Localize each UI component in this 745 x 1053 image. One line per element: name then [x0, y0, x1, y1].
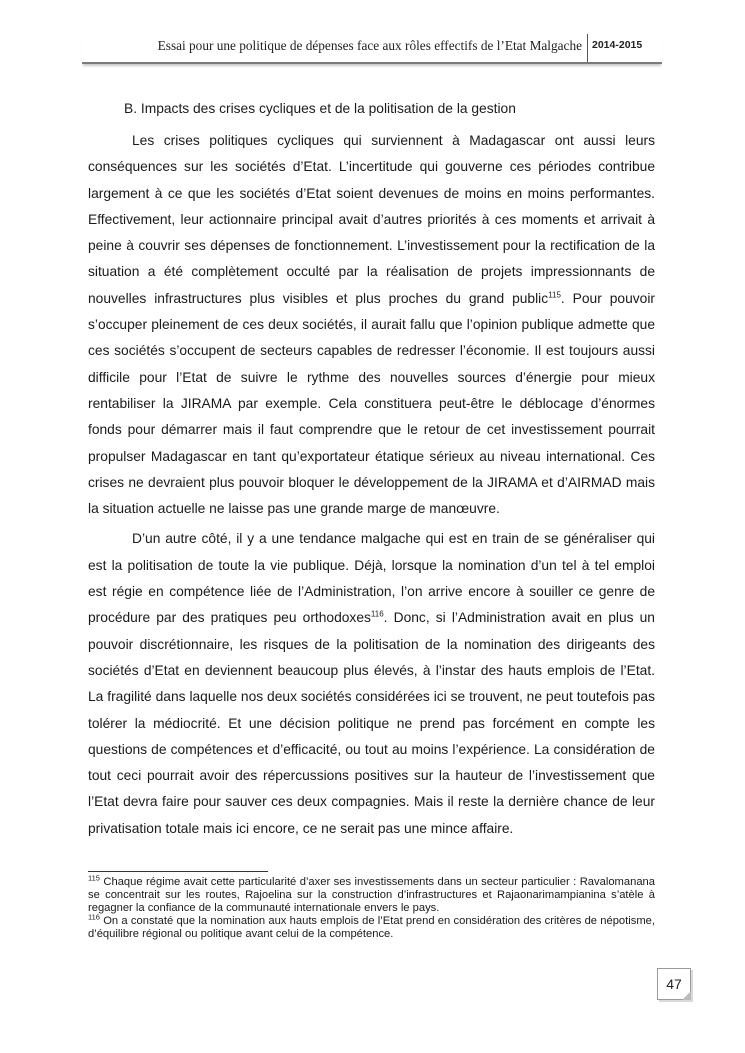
footnotes [88, 873, 655, 941]
paragraph-2-text-a: D’un autre côté, il y a une tendance malgache qui est en train de se généraliser qui est la politisation de toute la vie publique. Déjà, lorsque la nomination d’un tel à tel emploi est régie en compétence liée de l’Administration, l’on arrive encore à souiller ce genre de procédure par des pratiques peu orthodoxes [88, 531, 655, 626]
main-content [88, 98, 655, 842]
footnote-ref-115[interactable]: 115 [548, 290, 561, 300]
paragraph-1-text-a: Les crises politiques cycliques qui surviennent à Madagascar ont aussi leurs conséquences sur les sociétés d’Etat. L’incertitude qui gouverne ces périodes contribue largement à ce que les sociétés d’Etat soient devenues de moins en moins performantes. Effectivement, leur actionnaire principal avait d’autres priorités à ces moments et arrivait à peine à couvrir ses dépenses de fonctionnement. L’investissement pour la rectification de la situation a été complètement occulté par la réalisation de projets impressionnants de nouvelles infrastructures plus visibles et plus proches du grand public [88, 133, 655, 306]
page-fold-icon [682, 991, 691, 1000]
footnote-115-number: 115 [88, 873, 100, 883]
footnote-116 [88, 912, 655, 941]
footnote-ref-116[interactable]: 116 [370, 609, 384, 619]
header-divider [587, 34, 588, 62]
paragraph-2 [88, 526, 655, 842]
page-header [82, 34, 662, 64]
paragraph-1 [88, 128, 655, 522]
paragraph-2-text-b: . Donc, si l’Administration avait en plus un pouvoir discrétionnaire, les risques de la politisation de la nomination des dirigeants des sociétés d’Etat en deviennent beaucoup plus élevés, à l’instar des hauts emplois de l’Etat. La fragilité dans laquelle nos deux sociétés considérées ici se trouvent, ne peut toutefois pas tolérer la médiocrité. Et une décision politique ne prend pas forcément en compte les questions de compétences et d’efficacité, ou tout au moins l’expérience. La considération de tout ceci pourrait avoir des répercussions positives sur la hauteur de l’investissement que l’Etat devra faire pour sauver ces deux compagnies. Mais il reste la dernière chance de leur privatisation totale mais ici encore, ce ne serait pas une mince affaire. [88, 610, 655, 836]
header-year: 2014-2015 [592, 39, 643, 51]
section-heading: B. Impacts des crises cycliques et de la politisation de la gestion [124, 101, 516, 116]
footnote-separator [88, 871, 268, 872]
footnote-115-text: Chaque régime avait cette particularité d’axer ses investissements dans un secteur particulier : Ravalomanana se concentrait sur les routes, Rajoelina sur la construction d’infrastructures et Rajaonarimampianina s’atèle à regagner la confiance de la communauté internationale envers le pays. [88, 876, 655, 914]
page-number: 47 [666, 976, 682, 992]
footnote-115 [88, 873, 655, 915]
footnote-116-number: 116 [88, 912, 100, 922]
page-number-box [657, 968, 691, 1000]
header-title: Essai pour une politique de dépenses face aux rôles effectifs de l’Etat Malgache [157, 38, 582, 53]
paragraph-1-text-b: . Pour pouvoir s’occuper pleinement de ces deux sociétés, il aurait fallu que l’opinion publique admette que ces sociétés s’occupent de secteurs capables de redresser l’économie. Il est toujours aussi difficile pour l’Etat de suivre le rythme des nouvelles sources d’énergie pour mieux rentabiliser la JIRAMA par exemple. Cela constituera peut-être le déblocage d’énormes fonds pour démarrer mais il faut comprendre que le retour de cet investissement pourrait propulser Madagascar en tant qu’exportateur étatique sérieux au niveau international. Ces crises ne devraient plus pouvoir bloquer le développement de la JIRAMA et d’AIRMAD mais la situation actuelle ne laisse pas une grande marge de manœuvre. [88, 290, 655, 517]
footnote-116-text: On a constaté que la nomination aux hauts emplois de l’Etat prend en considération des critères de népotisme, d’équilibre régional ou politique avant celui de la compétence. [88, 915, 655, 940]
